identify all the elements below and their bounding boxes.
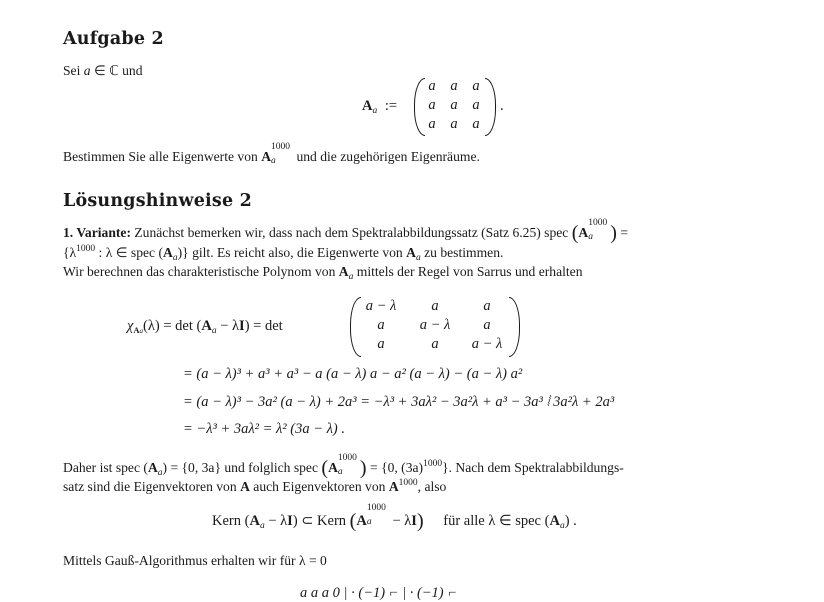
gauss-intro: Mittels Gauß-Algorithmus erhalten wir für λ = 0 (63, 553, 327, 568)
solution-para3-line1: Daher ist spec $(A_a) = \{0$, 3a} und folglich spec (A 1000 a ) = {0, $(3a)^{1000}$}. Nach dem Spektralabbildungs- (63, 453, 624, 479)
char-poly-line-2: = (a − λ)³ − 3a² (a − λ) + 2a³ = −λ³ + 3aλ² − 3a²λ + a³ − 3a³ ⦚ 3a²λ + 2a³ (183, 394, 615, 410)
gauss-matrix-row-partial: a a a 0 | · (−1) ⌐ | · (−1) ⌐ (300, 585, 458, 601)
solution-para1-line2: {$\lambda^{1000}$ : λ ∈ spec $(A_a)$} gilt. Es reicht also, die Eigenwerte von $A_a$ zu bestimmen. (63, 244, 504, 263)
matrix-definition-lhs: $A_a$ := (362, 98, 398, 116)
matrix-A-a: a a a a a a a a a (414, 78, 496, 136)
char-poly-line-1: = (a − λ)³ + a³ + a³ − a (a − λ) a − a² (a − λ) − (a − λ) a² (183, 366, 523, 382)
right-paren (485, 78, 496, 136)
task-heading: Aufgabe 2 (63, 29, 164, 49)
char-poly-matrix: a − λ a a a a − λ a a a a − λ (350, 297, 520, 357)
char-poly-line-3: = −λ³ + 3aλ² = λ² (3a − λ) . (183, 421, 345, 437)
task-intro: Sei a ∈ ℂ und (63, 63, 143, 78)
solution-heading: Lösungshinweise 2 (63, 191, 252, 211)
char-poly-lhs: $\chi_{Aa}(\lambda) = \det (A_a - \lambda I) = \det$ (127, 318, 283, 336)
solution-para1-line1: 1. Variante: Zunächst bemerken wir, dass nach dem Spektralabbildungssatz (Satz 6.25) spec (A 1000 a ) = (63, 218, 628, 244)
task-question: Bestimmen Sie alle Eigenwerte von A 1000 a und die zugehörigen Eigenräume. (63, 142, 480, 166)
solution-para3-line2: satz sind die Eigenvektoren von A auch Eigenvektoren von $A^{1000}$, also (63, 478, 447, 494)
kern-formula: Kern $(A_a - \lambda I)$ ⊂ Kern (A 1000 a − λI) für alle λ ∈ spec $(A_a)$ . (212, 503, 577, 532)
matrix-end-period: . (500, 98, 504, 114)
solution-para2: Wir berechnen das charakteristische Polynom von $A_a$ mittels der Regel von Sarrus und erhalten (63, 264, 583, 282)
